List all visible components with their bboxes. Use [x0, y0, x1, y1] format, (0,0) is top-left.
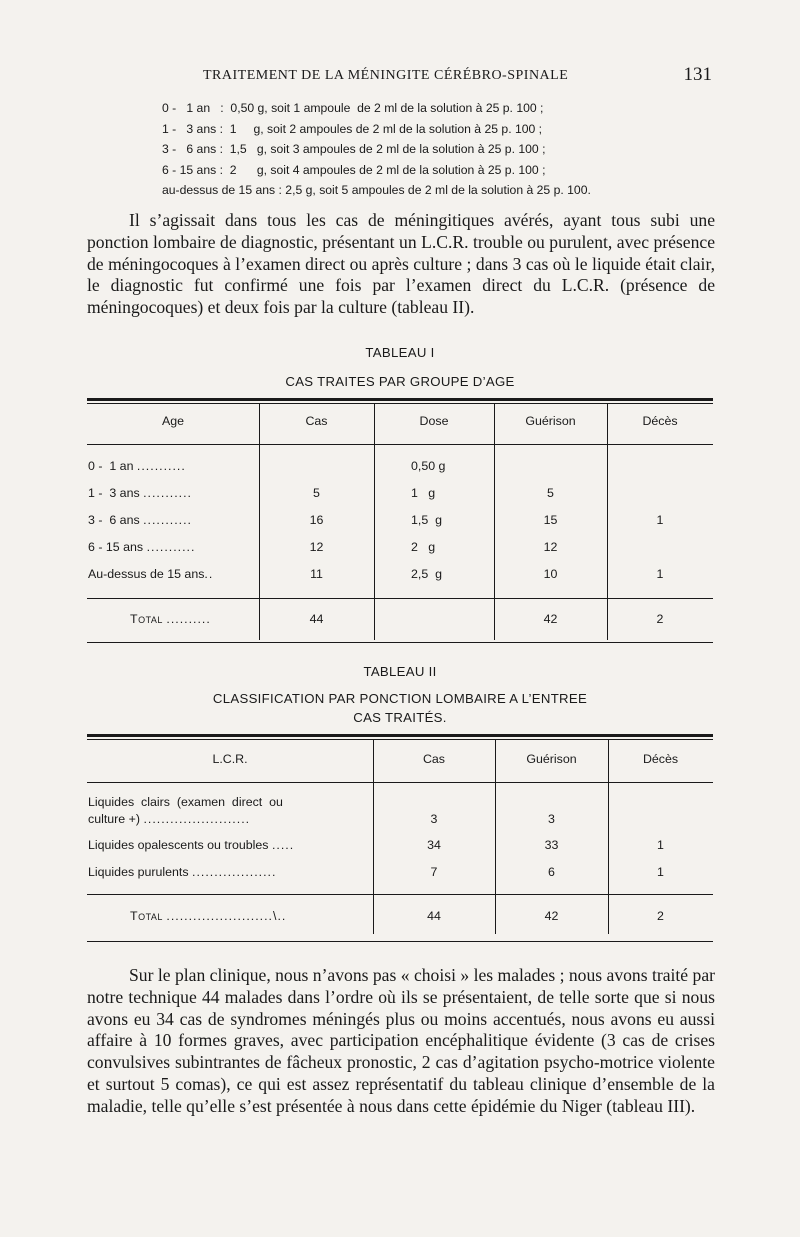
table-rule [87, 941, 713, 942]
table-total-cas: 44 [427, 909, 441, 923]
table-cases-by-age [87, 398, 713, 648]
table-cell: 1,5 g [411, 513, 443, 527]
table-rule [87, 739, 713, 740]
column-divider [374, 404, 375, 640]
table-row-age: 1 - 3 ans ........... [88, 486, 192, 500]
table-rule [87, 642, 713, 643]
table-cell: 1 [656, 513, 664, 527]
table-row-age: Au-dessus de 15 ans.. [88, 567, 214, 581]
column-divider [608, 740, 609, 934]
table-cell: 0,50 g [411, 459, 446, 473]
col-header-guerison: Guérison [526, 752, 577, 766]
table-rule [87, 894, 713, 895]
table-cell: 15 [543, 513, 558, 527]
table-cell: 12 [543, 540, 558, 554]
table-cell: 1 [657, 838, 664, 852]
table-row-lcr: culture +) ........................ [88, 812, 251, 826]
table-total-guerison: 42 [544, 909, 559, 923]
dosing-line: 0 - 1 an : 0,50 g, soit 1 ampoule de 2 ml de la solution à 25 p. 100 ; [162, 101, 544, 115]
table2-caption-line1: CLASSIFICATION PAR PONCTION LOMBAIRE A L’ENTREE [212, 691, 588, 706]
table-cell: 34 [427, 838, 441, 852]
col-header-age: Age [161, 414, 185, 428]
col-header-cas: Cas [305, 414, 328, 428]
col-header-guerison: Guérison [525, 414, 576, 428]
table-cell: 3 [430, 812, 438, 826]
table-row-age: 6 - 15 ans ........... [88, 540, 196, 554]
paragraph-diagnosis: Il s’agissait dans tous les cas de méningitiques avérés, ayant tous subi une ponction lombaire de diagnostic, présentant un L.C.R. trouble ou purulent, avec présence de méningocoques à l’examen direct ou après culture ; dans 3 cas où le liquide était clair, le diagnostic fut confirmé une fois par l’examen direct du L.C.R. (présence de méningocoques) et deux fois par la culture (tableau II). [87, 210, 715, 318]
table-cell: 2 g [411, 540, 436, 554]
table-cell: 3 [548, 812, 555, 826]
running-header [0, 64, 800, 88]
table-cell: 16 [309, 513, 324, 527]
table1-caption: CAS TRAITES PAR GROUPE D’AGE [285, 374, 515, 389]
table-row-lcr: Liquides opalescents ou troubles ..... [88, 838, 295, 852]
table-total-guerison: 42 [543, 612, 558, 626]
col-header-deces: Décès [642, 414, 678, 428]
dosing-line: 1 - 3 ans : 1 g, soit 2 ampoules de 2 ml de la solution à 25 p. 100 ; [162, 121, 543, 136]
table-rule [87, 734, 713, 737]
col-header-lcr: L.C.R. [212, 752, 248, 766]
col-header-cas: Cas [422, 752, 446, 766]
table-row-age: 0 - 1 an ........... [88, 459, 186, 473]
table-cell: 12 [309, 540, 324, 554]
table-cell: 1 [657, 865, 664, 879]
table2-label: TABLEAU II [363, 664, 437, 679]
dosing-line: 3 - 6 ans : 1,5 g, soit 3 ampoules de 2 ml de la solution à 25 p. 100 ; [162, 142, 546, 157]
col-header-dose: Dose [419, 414, 449, 428]
table-rule [87, 782, 713, 783]
table-total-label: Total .......... [130, 612, 211, 626]
column-divider [373, 740, 374, 934]
table-total-deces: 2 [656, 612, 664, 626]
table-total-deces: 2 [657, 909, 664, 923]
table-cell: 5 [547, 486, 554, 500]
table-cell: 7 [430, 865, 438, 879]
table-cell: 10 [543, 567, 558, 581]
table-cell: 2,5 g [411, 567, 443, 581]
table-cell: 33 [544, 838, 559, 852]
paragraph-clinical: Sur le plan clinique, nous n’avons pas « choisi » les malades ; nous avons traité par notre technique 44 malades dans l’ordre où ils se présentaient, de telle sorte que si nous avons eu 34 cas de syndromes méningés plus ou moins accentués, nous avons eu aussi affaire à 10 formes graves, avec participation encéphalitique évidente (3 cas de crises convulsives subintrantes de fâcheux pronostic, 2 cas d’agitation psycho-motrice violente et surtout 5 comas), ce qui est assez représentatif du tableau clinique d’ensemble de la maladie, telle qu’elle s’est présentée à nous dans cette épidémie du Niger (tableau III). [87, 965, 715, 1116]
col-header-deces: Décès [642, 752, 679, 766]
dosing-list [162, 98, 722, 201]
table-rule [87, 598, 713, 599]
table-cell: 1 [656, 567, 664, 581]
table-rule [87, 403, 713, 404]
table-cell: 6 [548, 865, 555, 879]
table2-caption-line2: CAS TRAITÉS. [353, 710, 447, 725]
table-cell: 5 [313, 486, 320, 500]
table-lumbar-puncture [87, 734, 713, 944]
column-divider [495, 740, 496, 934]
table-cell: 11 [310, 567, 323, 581]
table-rule [87, 398, 713, 401]
dosing-line: 6 - 15 ans : 2 g, soit 4 ampoules de 2 ml de la solution à 25 p. 100 ; [162, 162, 546, 177]
table-cell: 1 g [411, 486, 436, 500]
table-row-lcr: Liquides clairs (examen direct ou [88, 795, 283, 809]
page-number: 131 [683, 64, 712, 85]
table-total-label: Total ........................\.. [130, 909, 287, 923]
table-rule [87, 444, 713, 445]
running-title: TRAITEMENT DE LA MÉNINGITE CÉRÉBRO-SPINALE [203, 68, 569, 83]
table-total-cas: 44 [309, 612, 324, 626]
table1-label: TABLEAU I [365, 345, 435, 360]
table-row-age: 3 - 6 ans ........... [88, 513, 192, 527]
dosing-line: au-dessus de 15 ans : 2,5 g, soit 5 ampoules de 2 ml de la solution à 25 p. 100. [162, 183, 591, 198]
table-row-lcr: Liquides purulents ................... [88, 865, 277, 879]
